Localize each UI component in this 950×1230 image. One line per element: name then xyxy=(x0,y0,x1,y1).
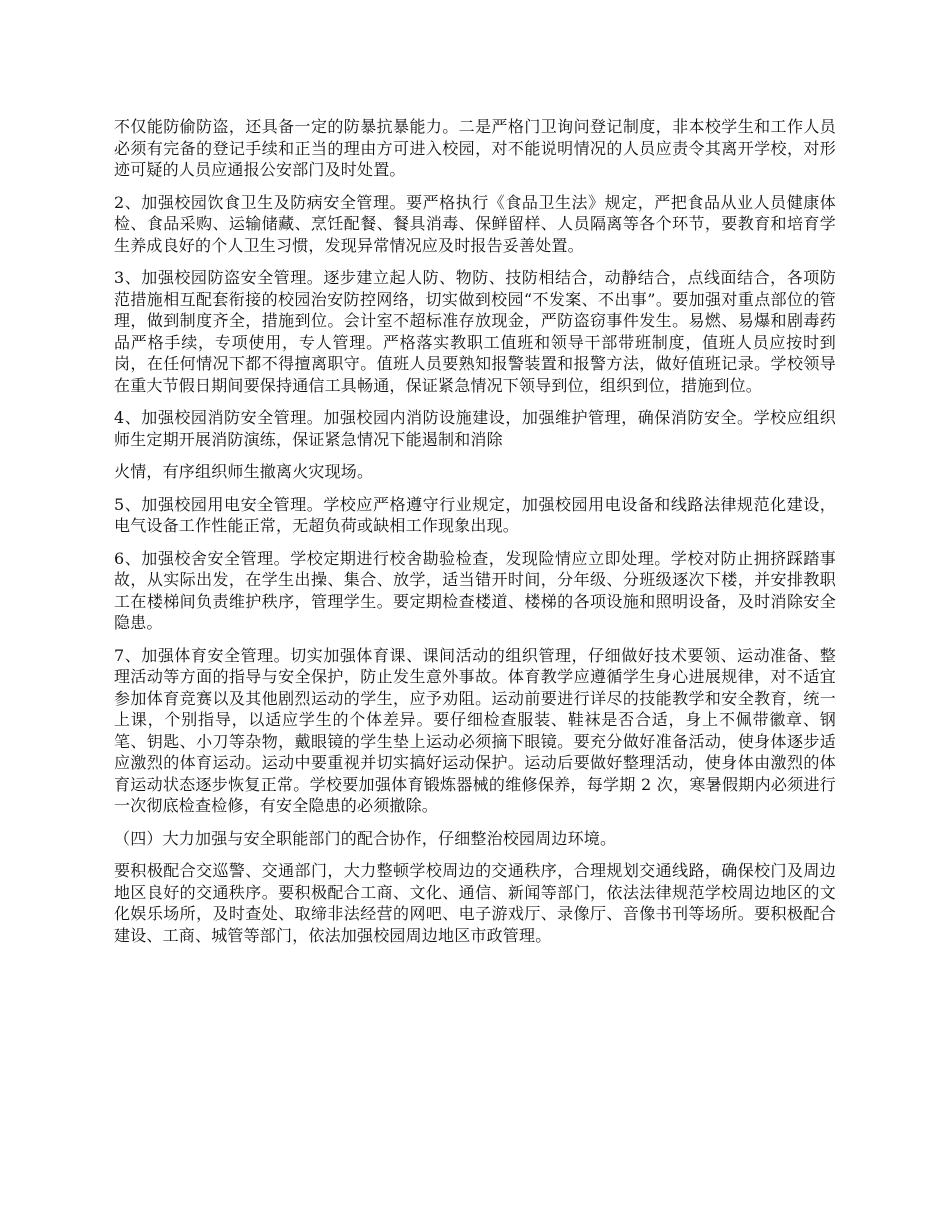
paragraph-food-hygiene: 2、加强校园饮食卫生及防病安全管理。要严格执行《食品卫生法》规定，严把食品从业人员健康体检、食品采购、运输储藏、烹饪配餐、餐具消毒、保鲜留样、人员隔离等各个环节，要教育和培育学生养成良好的个人卫生习惯，发现异常情况应及时报告妥善处置。 xyxy=(114,192,836,255)
section-heading-departments: （四）大力加强与安全职能部门的配合协作，仔细整治校园周边环境。 xyxy=(114,828,617,848)
paragraph-surroundings: 要积极配合交巡警、交通部门，大力整顿学校周边的交通秩序，合理规划交通线路，确保校门及周边地区良好的交通秩序。要积极配合工商、文化、通信、新闻等部门，依法法律规范学校周边地区的文化娱乐场所，及时查处、取缔非法经营的网吧、电子游戏厅、录像厅、音像书刊等场所。要积极配合建设、工商、城管等部门，依法加强校园周边地区市政管理。 xyxy=(114,861,836,945)
paragraph-electrical-safety: 5、加强校园用电安全管理。学校应严格遵守行业规定，加强校园用电设备和线路法律规范化建设，电气设备工作性能正常，无超负荷或缺相工作现象出现。 xyxy=(114,494,836,535)
paragraph-sports-safety: 7、加强体育安全管理。切实加强体育课、课间活动的组织管理，仔细做好技术要领、运动准备、整理活动等方面的指导与安全保护，防止发生意外事故。体育教学应遵循学生身心进展规律，对不适宜参加体育竞赛以及其他剧烈运动的学生，应予劝阻。运动前要进行详尽的技能教学和安全教育，统一上课，个别指导，以适应学生的个体差异。要仔细检查服装、鞋袜是否合适，身上不佩带徽章、钢笔、钥匙、小刀等杂物，戴眼镜的学生垫上运动必须摘下眼镜。要充分做好准备活动，使身体逐步适应激烈的体育运动。运动中要重视并切实搞好运动保护。运动后要做好整理活动，使身体由激烈的体育运动状态逐步恢复正常。学校要加强体育锻炼器械的维修保养，每学期 2 次，寒暑假期内必须进行一次彻底检查检修，有安全隐患的必须撤除。 xyxy=(114,645,836,815)
paragraph-building-safety: 6、加强校舍安全管理。学校定期进行校舍勘验检查，发现险情应立即处理。学校对防止拥挤踩踏事故，从实际出发，在学生出操、集合、放学，适当错开时间，分年级、分班级逐次下楼，并安排教职工在楼梯间负责维护秩序，管理学生。要定期检查楼道、楼梯的各项设施和照明设备，及时消除安全隐患。 xyxy=(114,548,836,632)
paragraph-fire-evacuation: 火情，有序组织师生撤离火灾现场。 xyxy=(114,462,374,481)
paragraph-campus-gate-control: 不仅能防偷防盗，还具备一定的防暴抗暴能力。二是严格门卫询问登记制度，非本校学生和工作人员必须有完备的登记手续和正当的理由方可进入校园，对不能说明情况的人员应责令其离开学校，对形迹可疑的人员应通报公安部门及时处置。 xyxy=(114,117,836,179)
paragraph-fire-safety: 4、加强校园消防安全管理。加强校园内消防设施建设，加强维护管理，确保消防安全。学校应组织师生定期开展消防演练，保证紧急情况下能遏制和消除 xyxy=(114,408,836,449)
paragraph-theft-prevention: 3、加强校园防盗安全管理。逐步建立起人防、物防、技防相结合，动静结合，点线面结合，各项防范措施相互配套衔接的校园治安防控网络，切实做到校园“不发案、不出事”。要加强对重点部位的管理，做到制度齐全，措施到位。会计室不超标准存放现金，严防盗窃事件发生。易燃、易爆和剧毒药品严格手续，专项使用，专人管理。严格落实教职工值班和领导干部带班制度，值班人员应按时到岗，在任何情况下都不得擅离职守。值班人员要熟知报警装置和报警方法，做好值班记录。学校领导在重大节假日期间要保持通信工具畅通，保证紧急情况下领导到位，组织到位，措施到位。 xyxy=(114,268,836,395)
